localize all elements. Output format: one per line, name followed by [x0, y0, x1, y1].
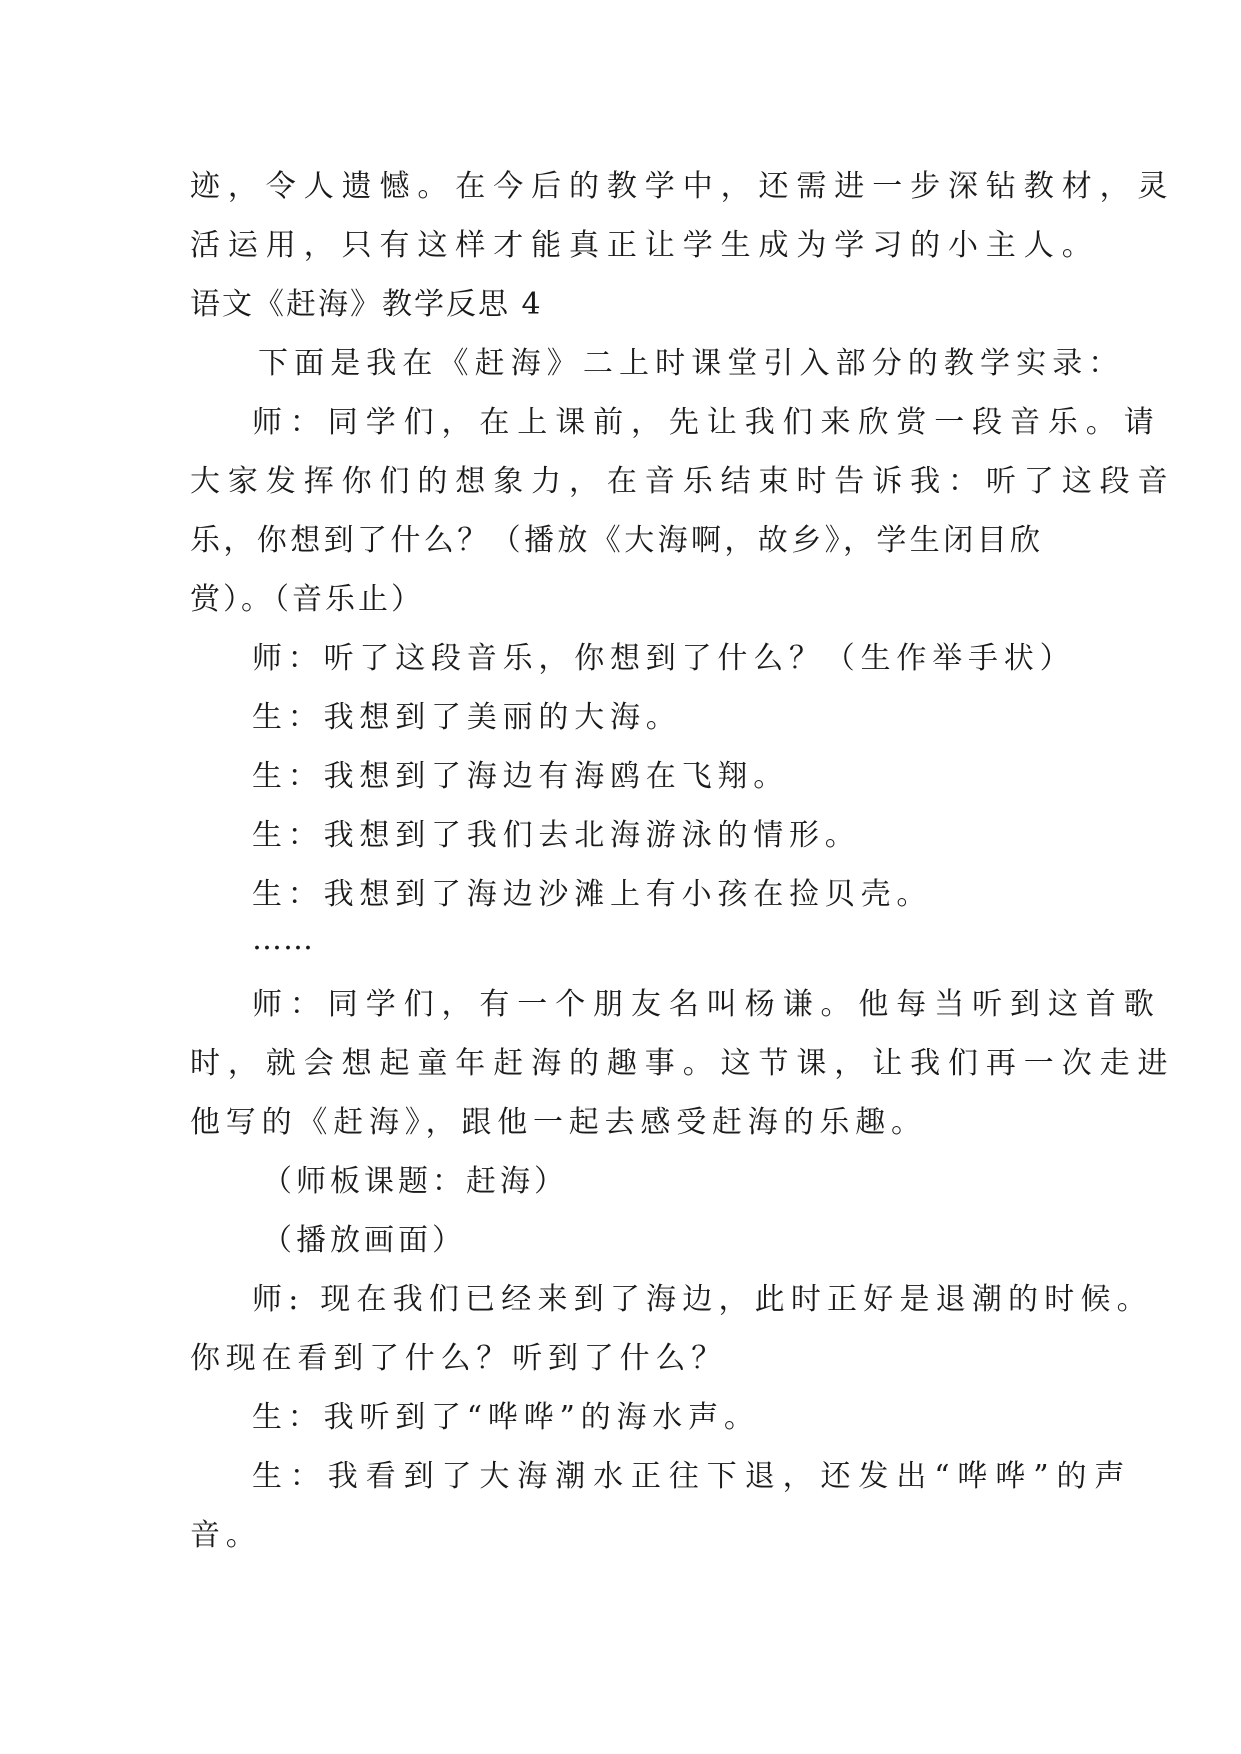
dialogue-line: 他写的《赶海》，跟他一起去感受赶海的乐趣。 — [190, 1105, 927, 1140]
dialogue-line: 师: 现在我们已经来到了海边，此时正好是退潮的时候。 — [252, 1282, 1153, 1317]
dialogue-line: 赏）。（音乐止） — [190, 582, 424, 617]
dialogue-line: 师：同学们，有一个朋友名叫杨谦。他每当听到这首歌 — [252, 987, 1162, 1022]
section-heading: 语文《赶海》教学反思 4 — [190, 287, 543, 322]
paragraph-line: 下面是我在《赶海》二上时课堂引入部分的教学实录： — [258, 346, 1125, 381]
dialogue-line: 师：同学们，在上课前，先让我们来欣赏一段音乐。请 — [252, 405, 1162, 440]
dialogue-line: 生：我看到了大海潮水正往下退，还发出“哗哗”的声 — [252, 1459, 1133, 1494]
dialogue-line: 生：我想到了海边沙滩上有小孩在捡贝壳。 — [252, 877, 933, 912]
dialogue-line: 生：我想到了我们去北海游泳的情形。 — [252, 818, 861, 853]
dialogue-line: 生：我想到了海边有海鸥在飞翔。 — [252, 759, 789, 794]
stage-note: （师板课题：赶海） — [262, 1164, 568, 1199]
paragraph-line: 迹，令人遗憾。在今后的教学中，还需进一步深钻教材，灵 — [190, 169, 1176, 204]
dialogue-line: 生：我听到了“哗哗”的海水声。 — [252, 1400, 760, 1435]
stage-note: （播放画面） — [262, 1223, 466, 1258]
dialogue-line: 大家发挥你们的想象力，在音乐结束时告诉我：听了这段音 — [190, 464, 1176, 499]
dialogue-line: 时，就会想起童年赶海的趣事。这节课，让我们再一次走进 — [190, 1046, 1176, 1081]
dialogue-line: 你现在看到了什么？听到了什么？ — [190, 1341, 727, 1376]
dialogue-line: 生：我想到了美丽的大海。 — [252, 700, 682, 735]
dialogue-line: 师：听了这段音乐，你想到了什么？（生作举手状） — [252, 641, 1076, 676]
ellipsis: …… — [252, 922, 314, 957]
dialogue-line: 音。 — [190, 1518, 262, 1553]
dialogue-line: 乐，你想到了什么？（播放《大海啊，故乡》，学生闭目欣 — [190, 523, 1044, 558]
paragraph-line: 活运用，只有这样才能真正让学生成为学习的小主人。 — [190, 228, 1100, 263]
